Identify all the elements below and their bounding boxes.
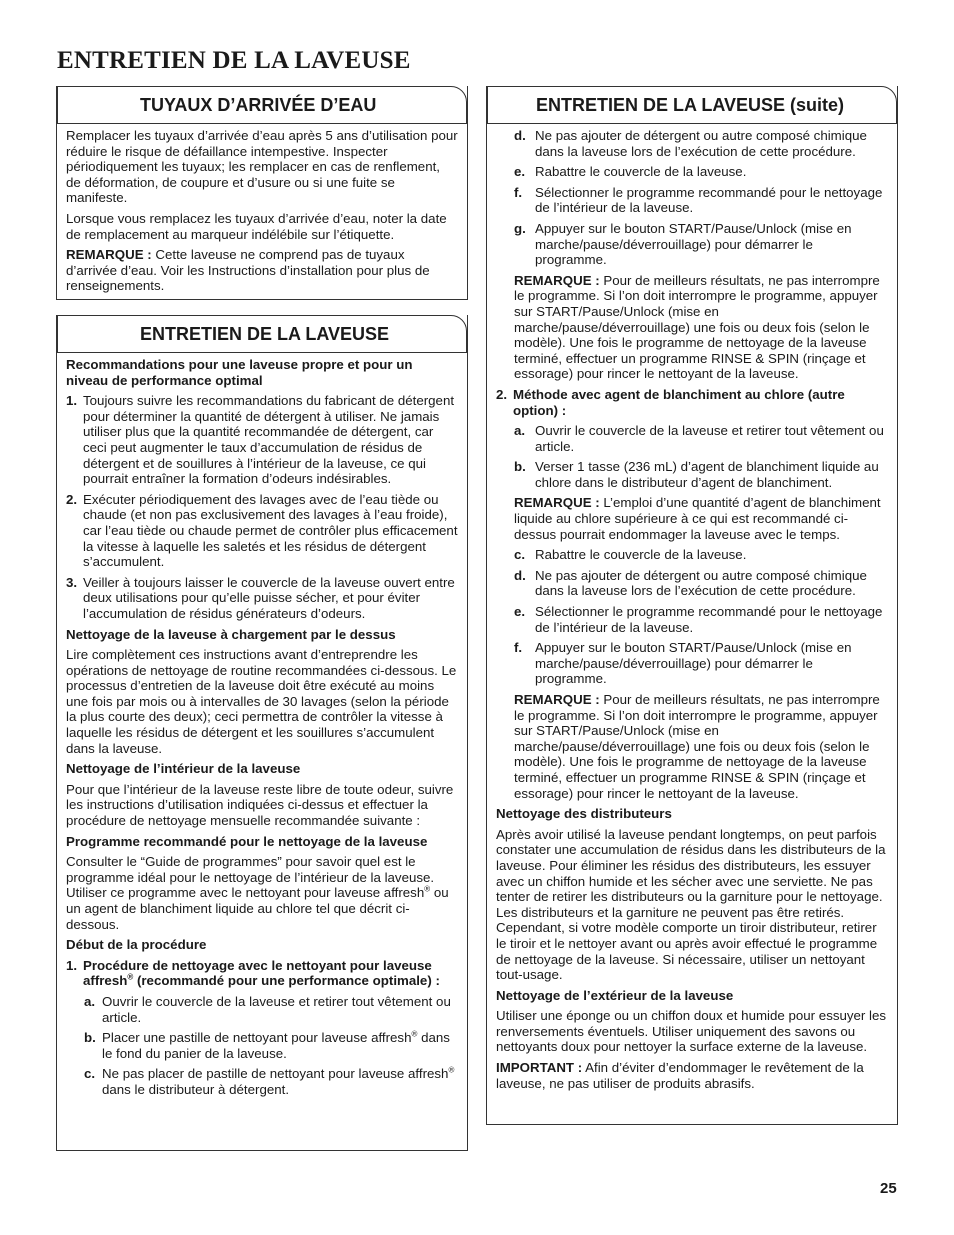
sub-letter: b. [514,459,526,475]
sub-text: Ne pas placer de pastille de nettoyant pour laveuse affresh [102,1066,449,1082]
text-run: Procédure de nettoyage avec le nettoyant pour laveuse affresh [83,957,432,989]
note-label: REMARQUE : [514,692,600,707]
paragraph: Après avoir utilisé la laveuse pendant longtemps, on peut parfois constater une accumulation de résidus dans les distributeurs de la laveuse. Pour éliminer les résidus des distributeurs, les essuyer avec un chiffon humide et les sécher avec une serviette. Ne pas tenter de retirer les distributeurs ou la garniture pour le nettoyage. Les distributeurs et la garniture ne peuvent pas être retirés. Cependant, si votre modèle comporte un tiroir distributeur, retirer le tiroir et le nettoyer avant ou après avoir effectué le programme de nettoyage de la laveuse. Si nécessaire, utiliser un nettoyant tout-usage. [496,826,886,983]
sub-item [496,185,888,216]
section-body [496,128,888,1096]
sub-text: Appuyer sur le bouton START/Pause/Unlock (mise en marche/pause/déverrouillage) pour démarrer le programme. [535,220,852,268]
text-run: ou un agent de blanchiment liquide au chlore tel que décrit ci-dessous. [66,885,449,932]
sub-letter: e. [514,604,526,620]
sub-letter: a. [84,993,96,1009]
section-tab [487,86,897,124]
sub-letter: d. [514,128,526,143]
list-item [66,393,458,487]
sub-text: Placer une pastille de nettoyant pour laveuse affresh [102,1030,412,1046]
subheading: Début de la procédure [66,937,207,953]
page-number: 25 [880,1180,897,1197]
item-number: 1. [66,393,78,409]
note [66,247,458,294]
note-text: Pour de meilleurs résultats, ne pas interrompre le programme. Si l’on doit interrompre le programme, appuyer sur START/Pause/Unlock (mise en marche/pause/déverrouillage) une fois ou deux fois (selon le modèle). Une fois le programme de nettoyage de la laveuse terminé, effectuer un programme RINSE & SPIN (rinçage et essorage) pour rincer le nettoyant de la laveuse. [514,692,880,801]
note [496,495,888,542]
sub-text: Ne pas ajouter de détergent ou autre composé chimique dans la laveuse lors de l’exécution de cette procédure. [535,128,867,159]
step-number: 2. [496,386,508,402]
important-label: IMPORTANT : [496,1060,583,1076]
sub-text: Ouvrir le couvercle de la laveuse et retirer tout vêtement ou article. [535,423,884,454]
item-text: Veiller à toujours laisser le couvercle de la laveuse ouvert entre deux utilisations pour qu’elle puisse sécher, et pour éviter l’accumulation de résidus générateurs d’odeurs. [83,574,455,621]
sub-letter: a. [514,423,526,439]
page-title: ENTRETIEN DE LA LAVEUSE [57,47,411,74]
sub-text: Appuyer sur le bouton START/Pause/Unlock (mise en marche/pause/déverrouillage) pour démarrer le programme. [535,640,852,687]
list-item [66,575,458,622]
sub-text: Verser 1 tasse (236 mL) d’agent de blanchiment liquide au chlore dans le distributeur d’agent de blanchiment. [535,459,879,490]
sub-item [496,164,888,180]
text-run: (recommandé pour une performance optimale) : [133,973,440,989]
subheading: Nettoyage des distributeurs [496,806,672,822]
subheading: Programme recommandé pour le nettoyage de la laveuse [66,833,428,849]
section-tab [57,315,467,353]
step-number: 1. [66,957,78,973]
sub-item [66,1066,458,1097]
registered-mark: ® [424,884,431,894]
step [66,958,458,989]
sub-text: Rabattre le couvercle de la laveuse. [535,164,747,180]
registered-mark: ® [411,1029,418,1039]
sub-item [66,1030,458,1061]
section-tuyaux [56,86,468,300]
sub-text: Sélectionner le programme recommandé pour le nettoyage de l’intérieur de la laveuse. [535,184,883,216]
sub-text: dans le fond du panier de la laveuse. [102,1030,450,1061]
item-text: Exécuter périodiquement des lavages avec de l’eau tiède ou chaude (et non pas exclusivement des lavages à l’eau froide), car l’eau tiède ou chaude permet de contrôler plus efficacement la vitesse à laquelle les saletés et les résidus de détergent s’accumulent. [83,491,458,570]
text-run: Consulter le “Guide de programmes” pour savoir quel est le programme idéal pour le nettoyage de l’intérieur de la laveuse. Utiliser ce programme avec le nettoyant pour laveuse affresh [66,854,435,901]
note [496,692,888,801]
note-label: REMARQUE : [66,247,152,263]
sub-text: Rabattre le couvercle de la laveuse. [535,547,747,563]
important-note [496,1060,888,1091]
sub-letter: c. [84,1066,96,1082]
sub-item [496,221,888,268]
note-text: L’emploi d’une quantité d’agent de blanchiment liquide au chlore supérieure à ce qui est recommandé ci-dessus pourrait endommager la laveuse avec le temps. [514,495,881,542]
note-label: REMARQUE : [514,495,600,511]
step [496,387,888,418]
note [496,273,888,382]
section-entretien [56,315,468,1151]
sub-letter: e. [514,164,526,180]
sub-item [496,604,888,635]
note-text: Pour de meilleurs résultats, ne pas interrompre le programme. Si l’on doit interrompre le programme, appuyer sur START/Pause/Unlock (mise en marche/pause/déverrouillage) une fois ou deux fois (selon le modèle). Une fois le programme de nettoyage de la laveuse terminé, effectuer un programme RINSE & SPIN (rinçage et essorage) pour rincer le nettoyant de la laveuse. [514,272,880,382]
subheading: Nettoyage de la laveuse à chargement par le dessus [66,626,396,642]
section-entretien-suite [486,86,898,1125]
sub-item [66,994,458,1025]
section-title: ENTRETIEN DE LA LAVEUSE [140,324,390,344]
sub-letter: f. [514,184,523,200]
important-text: Afin d’éviter d’endommager le revêtement de la laveuse, ne pas utiliser de produits abrasifs. [496,1060,864,1091]
subheading: Nettoyage de l’intérieur de la laveuse [66,761,301,777]
step-text: Méthode avec agent de blanchiment au chlore (autre option) : [513,386,845,418]
sub-letter: c. [514,547,526,563]
paragraph [66,854,458,932]
list-item [66,492,458,570]
sub-item [496,128,888,159]
note-text: Cette laveuse ne comprend pas de tuyaux d’arrivée d’eau. Voir les Instructions d’installation pour plus de renseignements. [66,247,430,294]
section-title: TUYAUX D’ARRIVÉE D’EAU [140,95,377,115]
paragraph: Lorsque vous remplacez les tuyaux d’arrivée d’eau, noter la date de remplacement au marqueur indélébile sur l’étiquette. [66,210,447,242]
sub-item [496,568,888,599]
paragraph: Pour que l’intérieur de la laveuse reste libre de toute odeur, suivre les instructions d’utilisation indiquées ci-dessus et effectuer la procédure de nettoyage mensuelle recommandée suivante : [66,781,454,829]
sub-text: Ne pas ajouter de détergent ou autre composé chimique dans la laveuse lors de l’exécution de cette procédure. [535,567,867,599]
subheading: Recommandations pour une laveuse propre et pour un niveau de performance optimal [66,357,413,388]
registered-mark: ® [127,972,134,982]
sub-letter: g. [514,220,526,236]
section-body [66,357,458,1103]
registered-mark: ® [448,1065,455,1075]
sub-item [496,547,888,563]
paragraph: Utiliser une éponge ou un chiffon doux et humide pour essuyer les renversements éventuels. Utiliser uniquement des savons ou nettoyants doux pour nettoyer la surface externe de la laveuse. [496,1008,887,1055]
paragraph: Remplacer les tuyaux d’arrivée d’eau après 5 ans d’utilisation pour réduire le risque de défaillance intempestive. Inspecter périodiquement les tuyaux; les remplacer en cas de renflement, de déformation, de coupure et d’usure ou si une fuite se manifeste. [66,128,458,206]
item-text: Toujours suivre les recommandations du fabricant de détergent pour déterminer la quantité de détergent à utiliser. Ne jamais utiliser plus que la quantité recommandée de détergent, car ceci peut augmenter le taux d’accumulation de résidus de détergent et de souillures à l’intérieur de la laveuse, ce qui pourrait entraîner la formation d’odeurs indésirables. [83,393,455,487]
sub-letter: d. [514,567,526,583]
subheading: Nettoyage de l’extérieur de la laveuse [496,987,734,1003]
section-body [66,128,458,299]
sub-text: Ouvrir le couvercle de la laveuse et retirer tout vêtement ou article. [102,993,451,1025]
section-tab [57,86,467,124]
sub-item [496,459,888,490]
note-label: REMARQUE : [514,272,600,288]
sub-item [496,423,888,454]
sub-text: dans le distributeur à détergent. [102,1081,290,1097]
item-number: 3. [66,574,78,590]
sub-text: Sélectionner le programme recommandé pour le nettoyage de l’intérieur de la laveuse. [535,604,883,635]
item-number: 2. [66,491,78,507]
sub-item [496,640,888,687]
paragraph: Lire complètement ces instructions avant d’entreprendre les opérations de nettoyage de routine recommandées ci-dessous. Le processus d’entretien de la laveuse doit être exécuté au moins une fois par mois ou à intervalles de 30 lavages (selon la période la plus courte des deux); ceci permettra de contrôler la vitesse à laquelle les résidus de détergent et les souillures s’accumulent dans la laveuse. [66,647,457,756]
sub-letter: f. [514,640,523,656]
sub-letter: b. [84,1030,96,1046]
section-title: ENTRETIEN DE LA LAVEUSE (suite) [536,95,845,115]
